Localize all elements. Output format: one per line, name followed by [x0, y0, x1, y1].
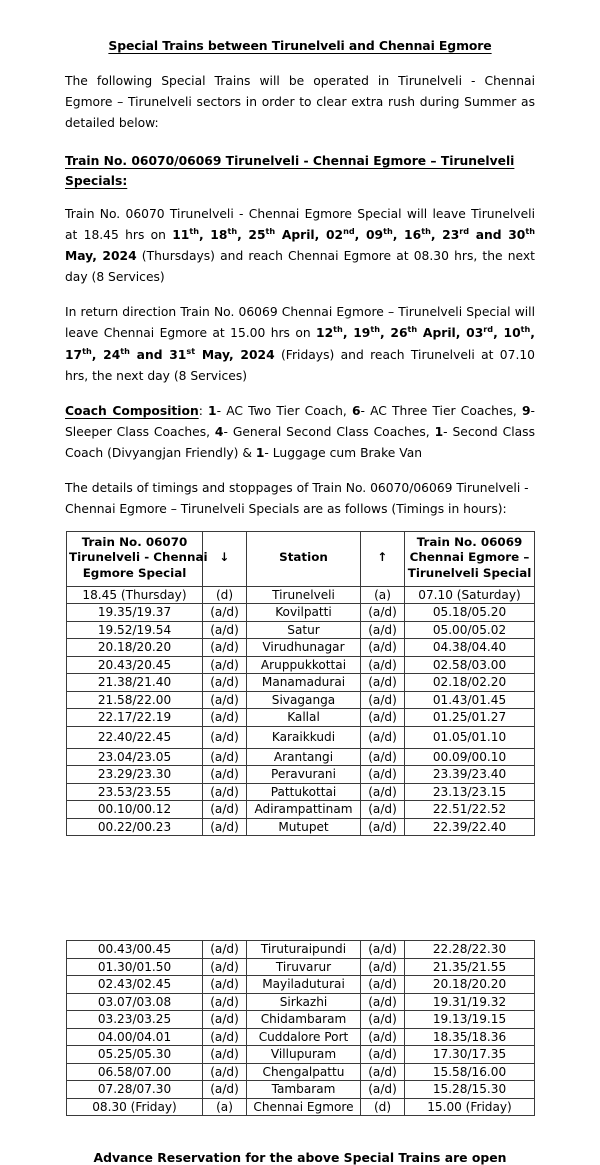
cell-time-06069: 18.35/18.36 — [405, 1028, 535, 1046]
document-body — [65, 53, 535, 531]
table-row — [67, 656, 535, 674]
cell-time-06069: 23.13/23.15 — [405, 783, 535, 801]
cell-time-06069: 20.18/20.20 — [405, 976, 535, 994]
cell-time-06070: 03.23/03.25 — [67, 1011, 203, 1029]
cell-arrival-departure-left: (a/d) — [203, 818, 247, 836]
cell-time-06070: 00.43/00.45 — [67, 941, 203, 959]
cell-arrival-departure-right: (a/d) — [361, 766, 405, 784]
cell-arrival-departure-left: (a/d) — [203, 709, 247, 727]
onward-tail: (Thursdays) and reach Chennai Egmore at 08.30 hrs, the next day (8 Services) — [65, 249, 535, 285]
cell-arrival-departure-right: (a/d) — [361, 656, 405, 674]
cell-time-06069: 01.05/01.10 — [405, 726, 535, 748]
header-station: Station — [247, 531, 361, 586]
table-row — [67, 818, 535, 836]
cell-time-06069: 22.39/22.40 — [405, 818, 535, 836]
cell-time-06069: 22.51/22.52 — [405, 801, 535, 819]
cell-station: Mayiladuturai — [247, 976, 361, 994]
table-row — [67, 604, 535, 622]
cell-arrival-departure-left: (a/d) — [203, 1081, 247, 1099]
cell-time-06069: 00.09/00.10 — [405, 748, 535, 766]
header-train-06070 — [67, 531, 208, 586]
cell-arrival-departure-left: (a/d) — [203, 748, 247, 766]
cell-arrival-departure-left: (a/d) — [203, 801, 247, 819]
cell-arrival-departure-left: (a/d) — [203, 1046, 247, 1064]
cell-station: Satur — [247, 621, 361, 639]
header-line: Tirunelveli Special — [407, 566, 532, 580]
cell-station: Peravurani — [247, 766, 361, 784]
cell-arrival-departure-right: (a/d) — [361, 976, 405, 994]
header-train-06069 — [405, 531, 535, 586]
cell-arrival-departure-right: (a/d) — [361, 621, 405, 639]
cell-arrival-departure-left: (a/d) — [203, 726, 247, 748]
cell-arrival-departure-right: (a/d) — [361, 958, 405, 976]
cell-arrival-departure-right: (a/d) — [361, 604, 405, 622]
cell-arrival-departure-left: (a) — [203, 1098, 247, 1116]
cell-station: Chengalpattu — [247, 1063, 361, 1081]
cell-station: Mutupet — [247, 818, 361, 836]
cell-time-06070: 22.17/22.19 — [67, 709, 203, 727]
table-row — [67, 783, 535, 801]
cell-arrival-departure-right: (a/d) — [361, 1028, 405, 1046]
cell-station: Cuddalore Port — [247, 1028, 361, 1046]
cell-time-06069: 15.28/15.30 — [405, 1081, 535, 1099]
cell-station: Kallal — [247, 709, 361, 727]
table-row — [67, 621, 535, 639]
header-line: Egmore Special — [82, 566, 187, 580]
cell-arrival-departure-right: (a/d) — [361, 993, 405, 1011]
cell-arrival-departure-right: (a/d) — [361, 709, 405, 727]
return-tail: (Fridays) and reach Tirunelveli at 07.10 hrs, the next day (8 Services) — [65, 347, 535, 383]
cell-station: Adirampattinam — [247, 801, 361, 819]
timetable-part-1 — [66, 531, 535, 837]
onward-dates: 11th, 18th, 25th April, 02nd, 09th, 16th, 23rd and 30th May, 2024 — [65, 225, 535, 264]
cell-time-06069: 05.18/05.20 — [405, 604, 535, 622]
cell-arrival-departure-right: (a/d) — [361, 941, 405, 959]
cell-station: Tiruvarur — [247, 958, 361, 976]
onward-paragraph — [65, 204, 535, 289]
cell-time-06069: 15.00 (Friday) — [405, 1098, 535, 1116]
cell-time-06070: 08.30 (Friday) — [67, 1098, 203, 1116]
cell-arrival-departure-right: (a/d) — [361, 674, 405, 692]
table-row — [67, 1063, 535, 1081]
cell-arrival-departure-right: (a/d) — [361, 691, 405, 709]
table-row — [67, 1028, 535, 1046]
cell-station: Kovilpatti — [247, 604, 361, 622]
cell-time-06069: 07.10 (Saturday) — [405, 586, 535, 604]
cell-arrival-departure-right: (a/d) — [361, 748, 405, 766]
table-row — [67, 639, 535, 657]
header-line: Chennai Egmore – — [409, 550, 530, 565]
cell-station: Tambaram — [247, 1081, 361, 1099]
cell-time-06069: 04.38/04.40 — [405, 639, 535, 657]
header-line: Train No. 06069 — [416, 534, 523, 549]
table-row — [67, 976, 535, 994]
return-paragraph — [65, 302, 535, 387]
cell-arrival-departure-left: (a/d) — [203, 941, 247, 959]
cell-arrival-departure-right: (a/d) — [361, 1011, 405, 1029]
cell-arrival-departure-right: (a/d) — [361, 1081, 405, 1099]
table-row — [67, 1011, 535, 1029]
timings-intro-paragraph: The details of timings and stoppages of Train No. 06070/06069 Tirunelveli - Chennai Egmore – Tirunelveli Specials are as follows (Timings in hours): — [65, 481, 529, 517]
cell-time-06070: 23.04/23.05 — [67, 748, 203, 766]
cell-time-06069: 15.58/16.00 — [405, 1063, 535, 1081]
table-row — [67, 941, 535, 959]
cell-time-06070: 03.07/03.08 — [67, 993, 203, 1011]
cell-time-06069: 23.39/23.40 — [405, 766, 535, 784]
cell-time-06070: 07.28/07.30 — [67, 1081, 203, 1099]
cell-time-06070: 23.53/23.55 — [67, 783, 203, 801]
cell-arrival-departure-left: (a/d) — [203, 766, 247, 784]
table-row — [67, 766, 535, 784]
cell-time-06070: 20.18/20.20 — [67, 639, 203, 657]
cell-station: Sirkazhi — [247, 993, 361, 1011]
cell-arrival-departure-right: (a/d) — [361, 1046, 405, 1064]
cell-time-06070: 21.58/22.00 — [67, 691, 203, 709]
cell-arrival-departure-right: (a) — [361, 586, 405, 604]
timetable-body-2 — [67, 941, 535, 1116]
cell-station: Virudhunagar — [247, 639, 361, 657]
cell-time-06070: 20.43/20.45 — [67, 656, 203, 674]
cell-arrival-departure-right: (a/d) — [361, 726, 405, 748]
cell-station: Villupuram — [247, 1046, 361, 1064]
section-heading: Train No. 06070/06069 Tirunelveli - Chennai Egmore – Tirunelveli Specials: — [65, 154, 515, 189]
cell-arrival-departure-right: (a/d) — [361, 818, 405, 836]
cell-time-06070: 02.43/02.45 — [67, 976, 203, 994]
cell-time-06070: 04.00/04.01 — [67, 1028, 203, 1046]
cell-time-06069: 01.25/01.27 — [405, 709, 535, 727]
cell-time-06070: 01.30/01.50 — [67, 958, 203, 976]
table-row — [67, 801, 535, 819]
cell-time-06070: 18.45 (Thursday) — [67, 586, 203, 604]
cell-arrival-departure-left: (a/d) — [203, 656, 247, 674]
cell-time-06069: 17.30/17.35 — [405, 1046, 535, 1064]
cell-arrival-departure-left: (a/d) — [203, 976, 247, 994]
cell-station: Pattukottai — [247, 783, 361, 801]
cell-station: Chidambaram — [247, 1011, 361, 1029]
header-down-arrow-icon: ↓ — [203, 531, 247, 586]
cell-time-06070: 23.29/23.30 — [67, 766, 203, 784]
cell-time-06069: 19.13/19.15 — [405, 1011, 535, 1029]
return-lead: In return direction Train No. 06069 Chennai Egmore – Tirunelveli Special will leave Chennai Egmore at 15.00 hrs on — [65, 305, 535, 341]
header-line: Tirunelveli - Chennai — [69, 550, 208, 565]
return-dates: 12th, 19th, 26th April, 03rd, 10th, 17th, 24th and 31st May, 2024 — [65, 324, 535, 362]
table-row — [67, 1081, 535, 1099]
table-row — [67, 726, 535, 748]
cell-time-06069: 22.28/22.30 — [405, 941, 535, 959]
table-row — [67, 691, 535, 709]
cell-arrival-departure-left: (a/d) — [203, 1028, 247, 1046]
cell-time-06070: 22.40/22.45 — [67, 726, 203, 748]
cell-arrival-departure-left: (a/d) — [203, 639, 247, 657]
table-row — [67, 993, 535, 1011]
cell-station: Sivaganga — [247, 691, 361, 709]
cell-time-06070: 05.25/05.30 — [67, 1046, 203, 1064]
cell-time-06069: 21.35/21.55 — [405, 958, 535, 976]
cell-arrival-departure-left: (a/d) — [203, 958, 247, 976]
cell-arrival-departure-left: (a/d) — [203, 674, 247, 692]
cell-time-06069: 05.00/05.02 — [405, 621, 535, 639]
table-row — [67, 674, 535, 692]
cell-arrival-departure-left: (d) — [203, 586, 247, 604]
cell-station: Arantangi — [247, 748, 361, 766]
cell-time-06069: 02.18/02.20 — [405, 674, 535, 692]
onward-lead: Train No. 06070 Tirunelveli - Chennai Egmore Special will leave Tirunelveli at 18.45 hrs on — [65, 206, 535, 242]
cell-station: Karaikkudi — [247, 726, 361, 748]
coach-composition-label: Coach Composition — [65, 403, 199, 418]
cell-arrival-departure-left: (a/d) — [203, 783, 247, 801]
cell-time-06070: 21.38/21.40 — [67, 674, 203, 692]
table-row — [67, 958, 535, 976]
header-up-arrow-icon: ↑ — [361, 531, 405, 586]
cell-arrival-departure-right: (a/d) — [361, 1063, 405, 1081]
page-title: Special Trains between Tirunelveli and Chennai Egmore — [108, 38, 492, 53]
table-row — [67, 1046, 535, 1064]
cell-time-06070: 00.10/00.12 — [67, 801, 203, 819]
intro-paragraph: The following Special Trains will be operated in Tirunelveli - Chennai Egmore – Tirunelveli sectors in order to clear extra rush during Summer as detailed below: — [65, 74, 535, 131]
cell-station: Tiruturaipundi — [247, 941, 361, 959]
cell-time-06070: 19.52/19.54 — [67, 621, 203, 639]
cell-arrival-departure-left: (a/d) — [203, 1063, 247, 1081]
cell-time-06070: 00.22/00.23 — [67, 818, 203, 836]
cell-arrival-departure-right: (a/d) — [361, 639, 405, 657]
table-row — [67, 1098, 535, 1116]
timetable-part-2 — [66, 940, 535, 1116]
cell-station: Tirunelveli — [247, 586, 361, 604]
cell-arrival-departure-left: (a/d) — [203, 691, 247, 709]
table-row — [67, 709, 535, 727]
table-row — [67, 586, 535, 604]
cell-arrival-departure-left: (a/d) — [203, 621, 247, 639]
cell-arrival-departure-right: (d) — [361, 1098, 405, 1116]
table-header-row — [67, 531, 535, 586]
coach-composition-paragraph — [65, 401, 535, 464]
cell-time-06069: 19.31/19.32 — [405, 993, 535, 1011]
header-line: Train No. 06070 — [81, 534, 188, 549]
table-row — [67, 748, 535, 766]
cell-arrival-departure-left: (a/d) — [203, 1011, 247, 1029]
cell-arrival-departure-right: (a/d) — [361, 801, 405, 819]
cell-time-06069: 01.43/01.45 — [405, 691, 535, 709]
timetable-body-1 — [67, 586, 535, 836]
cell-arrival-departure-left: (a/d) — [203, 993, 247, 1011]
cell-station: Chennai Egmore — [247, 1098, 361, 1116]
coach-composition-text: : 1- AC Two Tier Coach, 6- AC Three Tier Coaches, 9- Sleeper Class Coaches, 4- General Second Class Coaches, 1- Second Class Coach (Divyangjan Friendly) & 1- Luggage cum Brake Van — [65, 403, 535, 461]
cell-time-06069: 02.58/03.00 — [405, 656, 535, 674]
page-break-gap — [0, 836, 600, 940]
cell-arrival-departure-left: (a/d) — [203, 604, 247, 622]
cell-arrival-departure-right: (a/d) — [361, 783, 405, 801]
footer-note: Advance Reservation for the above Special Trains are open — [93, 1150, 507, 1165]
cell-time-06070: 19.35/19.37 — [67, 604, 203, 622]
cell-station: Manamadurai — [247, 674, 361, 692]
cell-time-06070: 06.58/07.00 — [67, 1063, 203, 1081]
cell-station: Aruppukkottai — [247, 656, 361, 674]
